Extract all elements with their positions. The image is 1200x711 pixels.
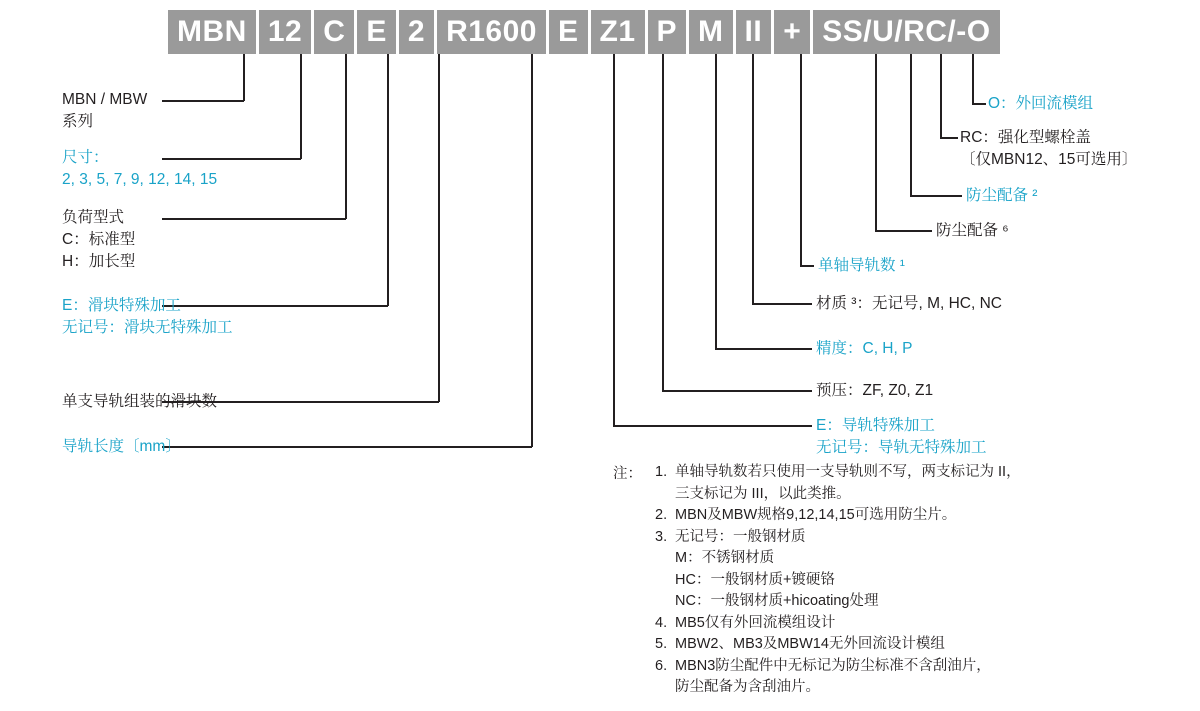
leader-line-block-count-vertical (438, 54, 440, 402)
leader-line-accuracy-horizontal (715, 348, 812, 350)
label-rail-special-e: E：导轨特殊加工 (816, 417, 935, 434)
note-body (675, 462, 1175, 505)
label-dust-equipment-6 (936, 220, 1009, 242)
leader-line-material-horizontal (752, 303, 812, 305)
label-axis-rail-count (818, 255, 905, 277)
code-block-preload: Z1 (591, 10, 645, 54)
note-item (655, 462, 1175, 505)
label-material-text: 材质 ³：无记号, M, HC, NC (816, 295, 1002, 312)
leader-line-preload-vertical (662, 54, 664, 391)
note-body (675, 527, 1175, 613)
leader-line-accuracy-vertical (715, 54, 717, 349)
leader-line-load-vertical (345, 54, 347, 219)
label-rail-length (62, 436, 181, 458)
label-outer-recirculation (988, 93, 1093, 115)
label-rc-line2: 〔仅MBN12、15可选用〕 (960, 151, 1138, 168)
note-body (675, 634, 1175, 656)
label-load-h: H：加长型 (62, 253, 136, 270)
label-dust-equipment-2 (966, 185, 1037, 207)
note-line: MBN及MBW规格9,12,14,15可选用防尘片。 (675, 507, 957, 523)
note-item (655, 656, 1175, 699)
label-series (62, 89, 147, 133)
code-block-axis-rail-count: II (736, 10, 772, 54)
note-line: MB5仅有外回流模组设计 (675, 614, 836, 631)
note-line: NC：一般钢材质+hicoating处理 (675, 593, 879, 609)
code-block-rail-special: E (549, 10, 588, 54)
note-line: HC：一般钢材质+镀硬铬 (675, 571, 835, 588)
leader-line-dust6-horizontal (875, 230, 932, 232)
leader-line-material-vertical (752, 54, 754, 304)
notes-list (655, 462, 1175, 699)
note-body (675, 656, 1175, 699)
label-dust-equipment-6-text: 防尘配备 ⁶ (936, 222, 1009, 239)
code-block-block-count: 2 (399, 10, 434, 54)
leader-line-preload-horizontal (662, 390, 812, 392)
leader-line-outer-recirc-vertical (972, 54, 974, 104)
code-block-material: M (689, 10, 733, 54)
label-series-line1: MBN / MBW (62, 91, 148, 108)
label-load-type (62, 207, 135, 273)
label-accuracy-text: 精度：C, H, P (816, 340, 913, 357)
label-material (816, 293, 1002, 315)
part-number-code-row (168, 10, 1000, 54)
label-accuracy (816, 338, 912, 360)
code-block-size: 12 (259, 10, 311, 54)
label-series-line2: 系列 (62, 113, 94, 130)
leader-line-rail-special-vertical (613, 54, 615, 426)
code-block-options: SS/U/RC/-O (813, 10, 999, 54)
note-body (675, 505, 1175, 527)
label-load-title: 负荷型式 (62, 209, 125, 226)
label-outer-recirculation-text: O：外回流模组 (988, 95, 1094, 112)
label-dust-equipment-2-text: 防尘配备 ² (966, 187, 1038, 204)
label-block-special-none: 无记号：滑块无特殊加工 (62, 319, 233, 336)
note-body (675, 613, 1175, 635)
label-rail-special (816, 415, 987, 459)
note-item (655, 634, 1175, 656)
note-item (655, 505, 1175, 527)
code-block-plus: + (774, 10, 810, 54)
note-item (655, 613, 1175, 635)
label-rail-length-text: 导轨长度〔mm〕 (62, 438, 181, 455)
note-line: 单轴导轨数若只使用一支导轨则不写，两支标记为 II， (675, 464, 1021, 480)
note-line: M：不锈钢材质 (675, 550, 775, 566)
leader-line-dust2-horizontal (910, 195, 962, 197)
note-number: 1. (655, 464, 668, 480)
label-rc-line1: RC：强化型螺栓盖 (960, 129, 1091, 146)
note-line: MBW2、MB3及MBW14无外回流设计模组 (675, 636, 945, 652)
label-size-title: 尺寸： (62, 149, 109, 166)
note-number: 3. (655, 528, 668, 545)
label-size (62, 147, 217, 191)
code-block-series: MBN (168, 10, 256, 54)
leader-line-block-special-vertical (387, 54, 389, 306)
leader-line-rail-length-horizontal (162, 446, 532, 448)
code-block-load-type: C (314, 10, 354, 54)
leader-line-rail-length-vertical (531, 54, 533, 447)
label-rc (960, 127, 1137, 171)
notes-heading: 注： (613, 466, 642, 482)
leader-line-axis-count-vertical (800, 54, 802, 266)
leader-line-outer-recirc-horizontal (972, 103, 986, 105)
code-block-rail-length: R1600 (437, 10, 546, 54)
note-number: 6. (655, 657, 668, 674)
label-block-count (62, 391, 217, 413)
note-line: 防尘配备为含刮油片。 (675, 679, 820, 695)
leader-line-load-horizontal (162, 218, 346, 220)
leader-line-dust6-vertical (875, 54, 877, 231)
label-preload-text: 预压：ZF, Z0, Z1 (816, 382, 934, 399)
leader-line-dust2-vertical (910, 54, 912, 196)
note-number: 2. (655, 507, 668, 523)
label-block-special (62, 295, 233, 339)
note-line: 三支标记为 III，以此类推。 (675, 485, 851, 502)
label-rail-special-none: 无记号：导轨无特殊加工 (816, 439, 987, 456)
label-axis-rail-count-text: 单轴导轨数 ¹ (818, 257, 905, 274)
leader-line-rail-special-horizontal (613, 425, 812, 427)
leader-line-rc-vertical (940, 54, 942, 138)
leader-line-series-horizontal (162, 100, 244, 102)
code-block-block-special: E (357, 10, 396, 54)
label-size-values: 2, 3, 5, 7, 9, 12, 14, 15 (62, 171, 218, 188)
note-line: 无记号：一般钢材质 (675, 528, 806, 545)
code-block-accuracy: P (648, 10, 687, 54)
leader-line-rc-horizontal (940, 137, 958, 139)
label-block-count-text: 单支导轨组装的滑块数 (62, 393, 218, 410)
note-line: MBN3防尘配件中无标记为防尘标准不含刮油片， (675, 657, 991, 674)
note-number: 4. (655, 614, 668, 631)
label-load-c: C：标准型 (62, 231, 136, 248)
leader-line-axis-count-horizontal (800, 265, 814, 267)
leader-line-size-vertical (300, 54, 302, 159)
leader-line-series-vertical (243, 54, 245, 101)
note-item (655, 527, 1175, 613)
note-number: 5. (655, 636, 668, 652)
label-block-special-e: E：滑块特殊加工 (62, 297, 181, 314)
label-preload (816, 380, 933, 402)
